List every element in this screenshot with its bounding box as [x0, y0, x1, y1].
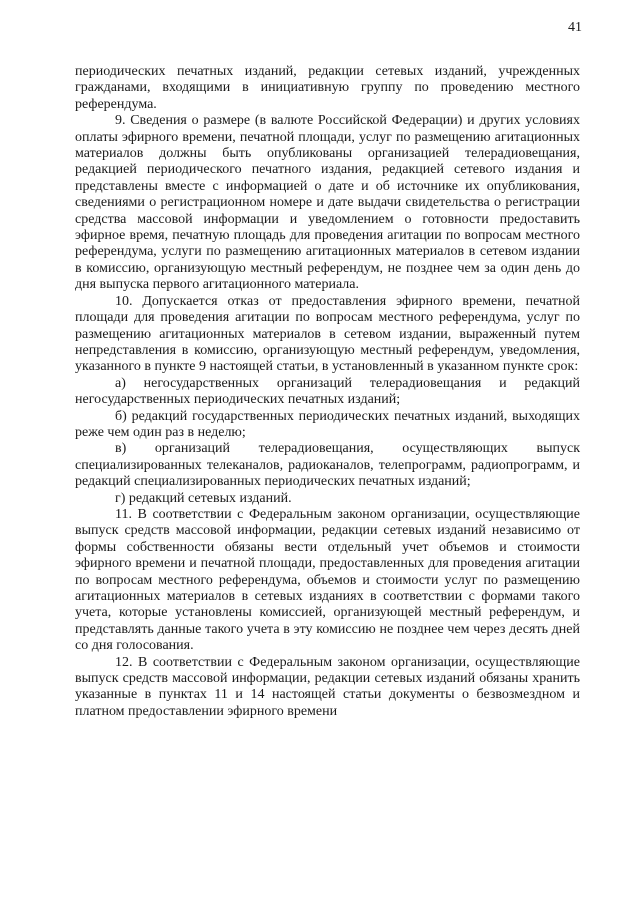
- paragraph-item-12: 12. В соответствии с Федеральным законом организации, осуществляющие выпуск средств массовой информации, редакции сетевых изданий обязаны хранить указанные в пунктах 11 и 14 настоящей статьи документы о безвозмездном и платном предоставлении эфирного времени: [75, 654, 580, 719]
- subitem-v: в) организаций телерадиовещания, осуществляющих выпуск специализированных телеканалов, радиоканалов, телепрограмм, радиопрограмм, и редакций специализированных периодических печатных изданий;: [75, 441, 580, 490]
- page-number: 41: [568, 20, 582, 35]
- paragraph-item-11: 11. В соответствии с Федеральным законом организации, осуществляющие выпуск средств массовой информации, редакции сетевых изданий независимо от формы собственности обязаны вести отдельный учет объемов и стоимости эфирного времени и печатной площади, предоставленных для проведения агитации по вопросам местного референдума, объемов и стоимости услуг по размещению агитационных материалов в сетевых изданиях в соответствии с формами такого учета, которые установлены комиссией, организующей местный референдум, и представлять данные такого учета в эту комиссию не позднее чем через десять дней со дня голосования.: [75, 506, 580, 654]
- paragraph-continuation: периодических печатных изданий, редакции сетевых изданий, учрежденных гражданами, входящими в инициативную группу по проведению местного референдума.: [75, 64, 580, 112]
- subitem-a: а) негосударственных организаций телерадиовещания и редакций негосударственных периодических печатных изданий;: [75, 375, 580, 408]
- subitem-b: б) редакций государственных периодических печатных изданий, выходящих реже чем один раз в неделю;: [75, 408, 580, 440]
- paragraph-item-10: 10. Допускается отказ от предоставления эфирного времени, печатной площади для проведения агитации по вопросам местного референдума, услуг по размещению агитационных материалов в сетевом издании, выраженный путем непредставления в комиссию, организующую местный референдум, уведомления, указанного в пункте 9 настоящей статьи, в установленный в указанном пункте срок:: [75, 293, 580, 375]
- document-body: [75, 64, 580, 720]
- paragraph-item-9: 9. Сведения о размере (в валюте Российской Федерации) и других условиях оплаты эфирного времени, печатной площади, услуг по размещению агитационных материалов должны быть опубликованы организацией телерадиовещания, редакцией периодического печатного издания, редакцией сетевого издания и представлены вместе с информацией о дате и об источнике их опубликования, сведениями о регистрационном номере и дате выдачи свидетельства о регистрации средства массовой информации и уведомлением о готовности предоставить эфирное время, печатную площадь для проведения агитации по вопросам местного референдума, услуги по размещению агитационных материалов в сетевом издании в комиссию, организующую местный референдум, не позднее чем за один день до дня выпуска первого агитационного материала.: [75, 113, 580, 293]
- subitem-g: г) редакций сетевых изданий.: [115, 490, 292, 506]
